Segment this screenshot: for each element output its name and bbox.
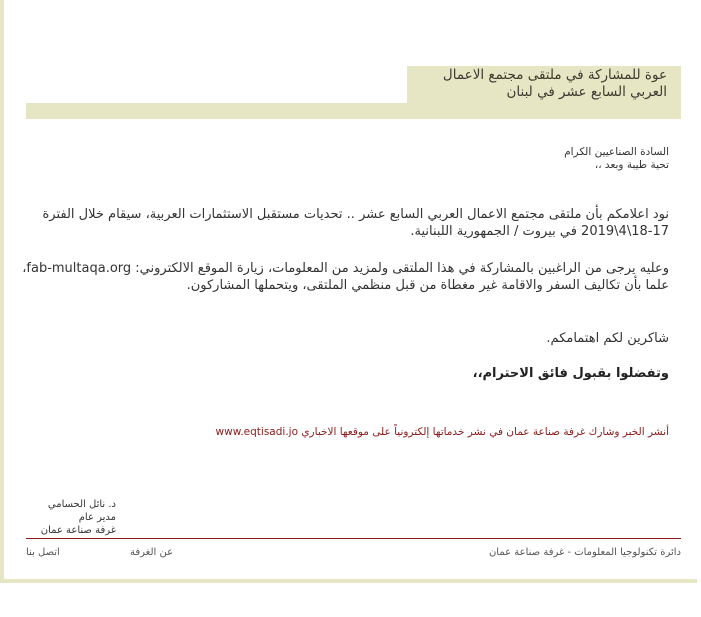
body-paragraph-announcement: نود اعلامكم بأن ملتقى مجتمع الاعمال العربي السابع عشر .. تحديات مستقبل الاستثمارات العربية، سيقام خلال الفترة 17-18\4\2019 في بيروت / الجمهورية اللبنانية. <box>42 207 669 239</box>
page-title: عوة للمشاركة في ملتقى مجتمع الاعمال العربي السابع عشر في لبنان <box>442 67 667 100</box>
signature-role: مدير عام <box>78 512 116 523</box>
body-paragraph-participation: وعليه يرجى من الراغبين بالمشاركة في هذا الملتقى ولمزيد من المعلومات، زيارة الموقع الالكتروني: fab-multaqa.org، علما بأن تكاليف السفر والاقامة غير مغطاة من قبل منظمي الملتقى، ويتحملها المشاركون. <box>22 261 669 293</box>
footer-department: دائرة تكنولوجيا المعلومات - غرفة صناعة عمان <box>488 547 681 558</box>
footer-about-link[interactable]: عن الغرفة <box>130 547 174 558</box>
signature-block <box>20 498 116 537</box>
greeting-regards: تحية طيبة وبعد ،، <box>594 159 669 171</box>
closing-line: وتفضلوا بقبول فائق الاحترام،، <box>472 366 669 381</box>
signature-name: د. نائل الحسامي <box>47 499 116 510</box>
share-text: أنشر الخبر وشارك غرفة صناعة عمان في نشر خدماتها إلكترونياً على موقعها الاخباري <box>301 426 669 438</box>
share-notice <box>109 426 669 438</box>
title-banner <box>26 66 681 119</box>
greeting-salutation: السادة الصناعيين الكرام <box>564 146 669 158</box>
footer-contact-link[interactable]: اتصل بنا <box>26 547 60 558</box>
footer-divider <box>26 538 681 539</box>
share-url-link[interactable]: www.eqtisadi.jo <box>215 426 298 438</box>
greeting <box>269 146 669 172</box>
signature-org: غرفة صناعة عمان <box>40 525 116 536</box>
body-paragraph-thanks: شاكرين لكم اهتمامكم. <box>546 331 669 346</box>
